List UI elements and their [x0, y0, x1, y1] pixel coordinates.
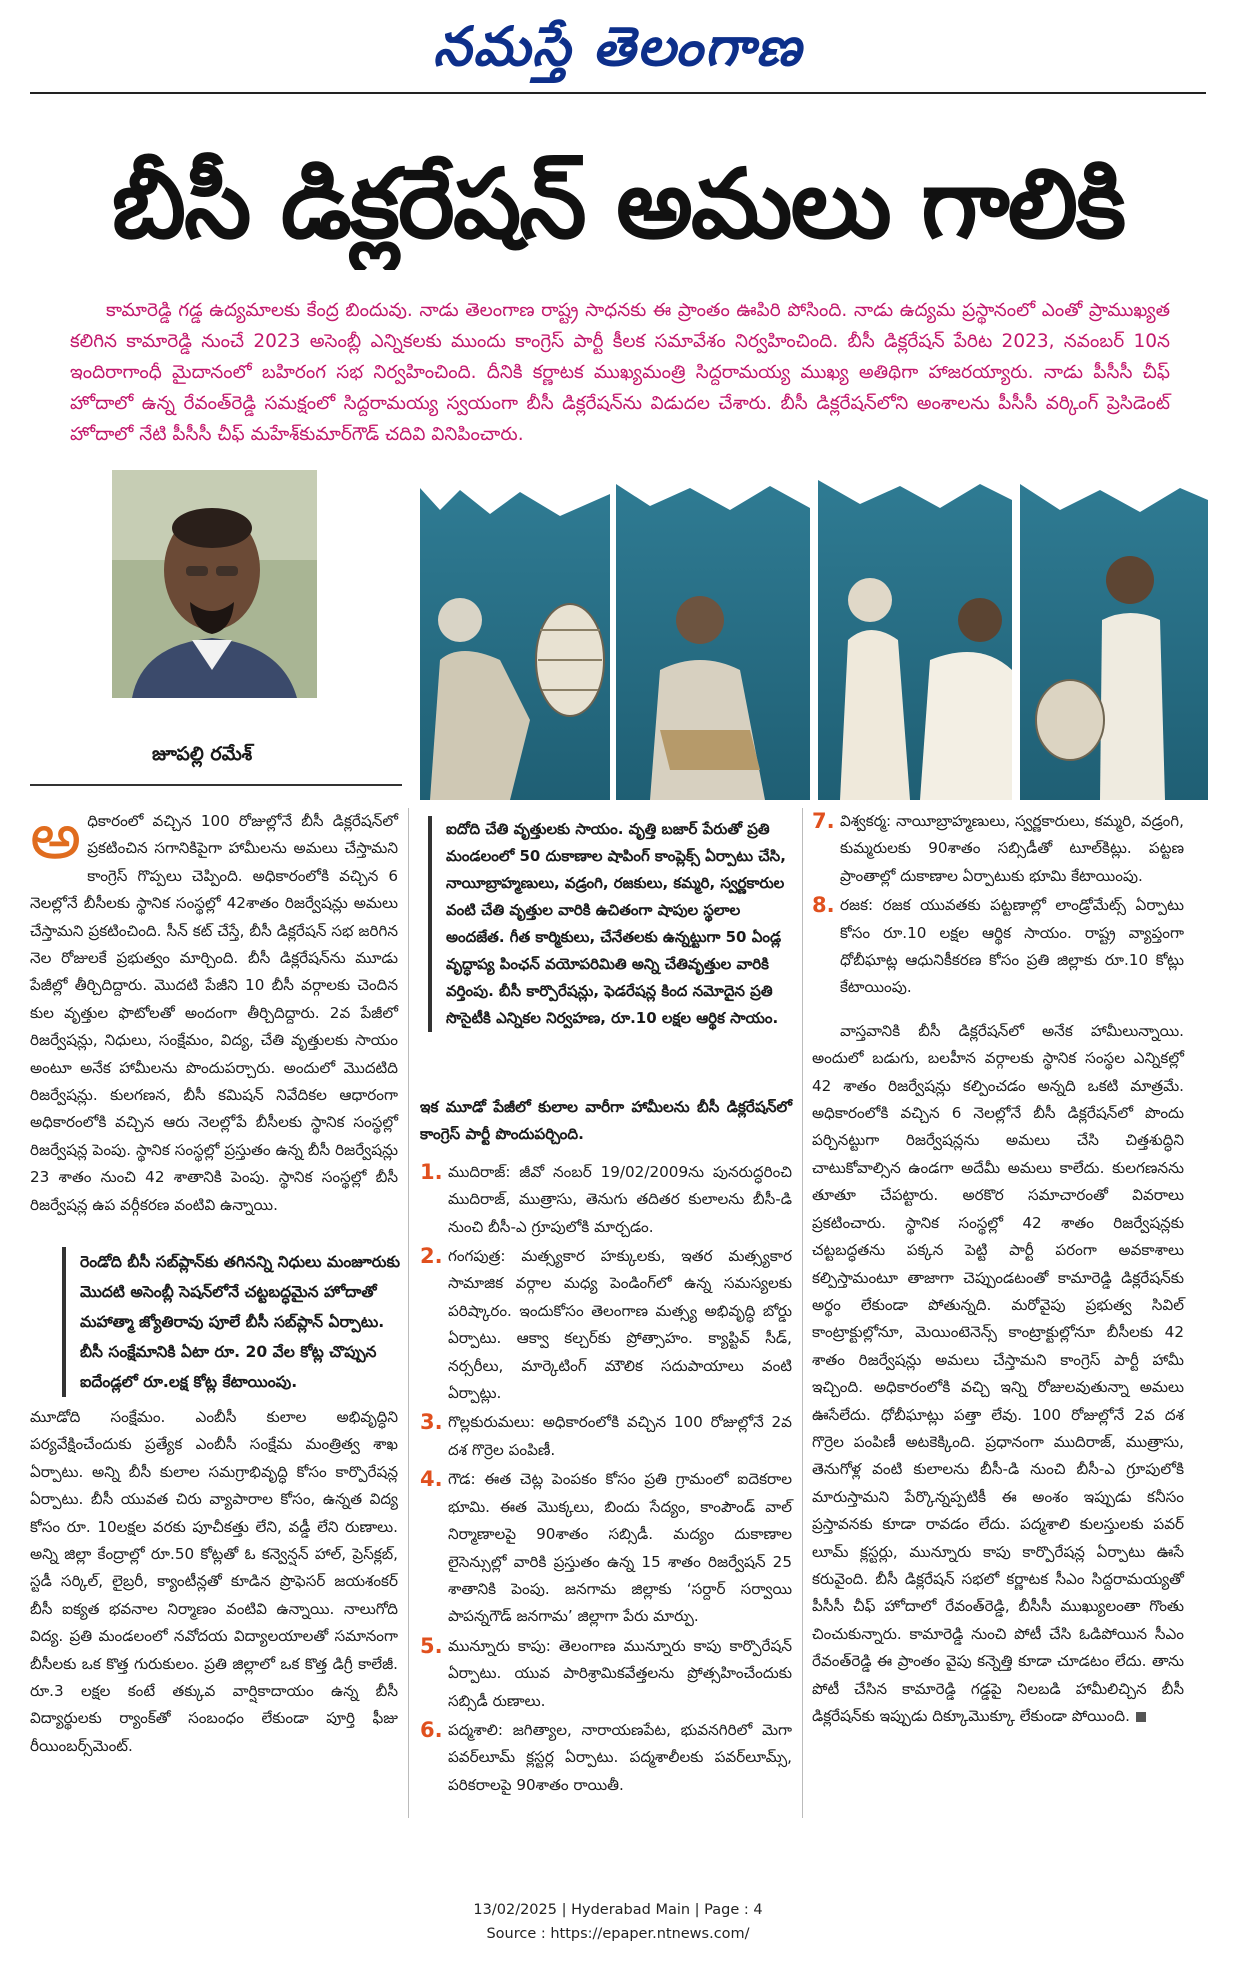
author-byline: జూపల్లి రమేశ్‌ — [152, 743, 253, 765]
list-item: 4. గౌడ: ఈత చెట్ల పెంపకం కోసం ప్రతి గ్రామంలో ఐదెకరాల భూమి. ఈత మొక్కలు, బిందు సేద్యం, కాంపౌండ్‌ వాల్‌ నిర్మాణాలపై 90శాతం సబ్సిడీ. మద్యం దుకాణాల లైసెన్సుల్లో వారికి ప్రస్తుతం ఉన్న 15 శాతం రిజర్వేషన్‌ 25 శాతానికి పెంపు. జనగామ జిల్లాకు ‘సర్దార్‌ సర్వాయి పాపన్నగౌడ్‌ జనగామ’ జిల్లాగా పేరు మార్పు. — [420, 1467, 792, 1626]
list-item: 5. మున్నూరు కాపు: తెలంగాణ మున్నూరు కాపు కార్పొరేషన్‌ ఏర్పాటు. యువ పారిశ్రామికవేత్తలను ప్రోత్సహించేందుకు సబ్సిడీ రుణాలు. — [420, 1633, 792, 1710]
column-3 — [812, 808, 1184, 1730]
headline: బీసీ డిక్లరేషన్‌ అమలు గాలికి — [111, 148, 1125, 260]
list-item: 7. విశ్వకర్మ: నాయీబ్రాహ్మణులు, స్వర్ణకారులు, కమ్మరి, వడ్రంగి, కుమ్మరులకు 90శాతం సబ్సిడీతో టూల్‌కిట్లు. పట్టణ ప్రాంతాల్లో దుకాణాల ఏర్పాటుకు భూమి కేటాయింపు. — [812, 809, 1184, 885]
occupations-illustration — [420, 470, 1208, 800]
list-item: 8. రజక: రజక యువతకు పట్టణాల్లో లాండ్రోమేట్స్‌ ఏర్పాటు కోసం రూ.10 లక్షల ఆర్థిక సాయం. రాష్ట్ర వ్యాప్తంగా ధోబీఘాట్ల ఆధునికీకరణ కోసం ప్రతి జిల్లాకు రూ.10 కోట్లు కేటాయింపు. — [812, 893, 1184, 997]
author-photo — [112, 470, 317, 698]
caste-promises-lead: ఇక మూడో పేజీలో కులాల వారీగా హామీలను బీసీ డిక్లరేషన్‌లో కాంగ్రెస్‌ పార్టీ పొందుపర్చింది. — [420, 1098, 792, 1144]
column-1-continued — [30, 1404, 398, 1760]
caste-promises-list — [420, 1159, 792, 1799]
dropcap: అ — [30, 800, 82, 874]
caste-promises-list-continued — [812, 808, 1184, 1002]
column-divider — [802, 808, 803, 1818]
handicrafts-box: ఐదోది చేతి వృత్తులకు సాయం. వృత్తి బజార్‌ పేరుతో ప్రతి మండలంలో 50 దుకాణాల షాపింగ్‌ కాంప్లెక్స్‌ ఏర్పాటు చేసి, నాయీబ్రాహ్మణులు, వడ్రంగి, రజకులు, కమ్మరి, స్వర్ణకారుల వంటి చేతి వృత్తుల వారికి ఉచితంగా షాపుల స్థలాల అందజేత. గీత కార్మికులు, చేనేతలకు ఉన్నట్టుగా 50 ఏండ్ల వృద్ధాప్య పింఛన్‌ వయోపరిమితి అన్ని చేతివృత్తుల వారికి వర్తింపు. బీసీ కార్పొరేషన్లు, ఫెడరేషన్ల కింద నమోదైన ప్రతి సొసైటీకి ఎన్నికల నిర్వహణ, రూ.10 లక్షల ఆర్థిక సాయం. — [428, 816, 804, 1032]
newspaper-logo: నమస్తే తెలంగాణ — [433, 14, 803, 78]
masthead — [0, 6, 1236, 86]
author-portrait-icon — [112, 470, 317, 698]
column-1 — [30, 800, 398, 1219]
list-item: 3. గొల్లకురుమలు: అధికారంలోకి వచ్చిన 100 రోజుల్లోనే 2వ దశ గొర్రెల పంపిణీ. — [420, 1410, 792, 1459]
masthead-rule — [30, 92, 1206, 94]
col1-paragraph-2: మూడోది సంక్షేమం. ఎంబీసీ కులాల అభివృద్ధిని పర్యవేక్షించేందుకు ప్రత్యేక ఎంబీసీ సంక్షేమ మంత్రిత్వ శాఖ ఏర్పాటు. అన్ని బీసీ కులాల సమగ్రాభివృద్ధి కోసం కార్పొరేషన్ల ఏర్పాటు. బీసీ యువత చిరు వ్యాపారాల కోసం, ఉన్నత విద్య కోసం రూ. 10లక్షల వరకు పూచీకత్తు లేని, వడ్డీ లేని రుణాలు. అన్ని జిల్లా కేంద్రాల్లో రూ.50 కోట్లతో ఓ కన్వెన్షన్‌ హాల్‌, ప్రెస్‌క్లబ్‌, స్టడీ సర్కిల్‌, లైబ్రరీ, క్యాంటీన్లతో కూడిన ప్రొఫెసర్‌ జయశంకర్‌ బీసీ ఐక్యత భవనాల నిర్మాణం వంటివి ఉన్నాయి. నాలుగోది విద్య. ప్రతి మండలంలో నవోదయ విద్యాలయాలతో సమానంగా బీసీలకు ఒక కొత్త గురుకులం. ప్రతి జిల్లాలో ఒక కొత్త డిగ్రీ కాలేజీ. రూ.3 లక్షల కంటే తక్కువ వార్షికాదాయం ఉన్న బీసీ విద్యార్థులకు ర్యాంక్‌తో సంబంధం లేకుండా పూర్తి ఫీజు రీయింబర్స్‌మెంట్‌. — [30, 1408, 398, 1755]
list-item: 6. పద్మశాలి: జగిత్యాల, నారాయణపేట, భువనగిరిలో మెగా పవర్‌లూమ్‌ క్లస్టర్ల ఏర్పాటు. పద్మశాలీలకు పవర్‌లూమ్స్‌, పరికరాలపై 90శాతం రాయితీ. — [420, 1717, 792, 1794]
list-item: 2. గంగపుత్ర: మత్స్యకార హక్కులకు, ఇతర మత్స్యకార సామాజిక వర్గాల మధ్య పెండింగ్‌లో ఉన్న సమస్యలకు పరిష్కారం. ఇందుకోసం తెలంగాణ మత్స్య అభివృద్ధి బోర్డు ఏర్పాటు. ఆక్వా కల్చర్‌కు ప్రోత్సాహం. క్యాప్టివ్‌ సీడ్‌, నర్సరీలు, మార్కెటింగ్‌ మౌలిక సదుపాయాలు వంటి ఏర్పాట్లు. — [420, 1244, 792, 1403]
col3-paragraph: వాస్తవానికి బీసీ డిక్లరేషన్‌లో అనేక హామీలున్నాయి. అందులో బడుగు, బలహీన వర్గాలకు స్థానిక సంస్థల ఎన్నికల్లో 42 శాతం రిజర్వేషన్లు కల్పించడం అన్నది ఒకటి మాత్రమే. అధికారంలోకి వచ్చిన 6 నెలల్లోనే బీసీ డిక్లరేషన్‌లో పొందు పర్చినట్టుగా రిజర్వేషన్లను అమలు చేసి చిత్తశుద్ధిని చాటుకోవాల్సిన ఉండగా అదేమీ అమలు కాలేదు. కులగణనను తూతూ చేపట్టారు. అరకొర సమాచారంతో వివరాలు ప్రకటించారు. స్థానిక సంస్థల్లో 42 శాతం రిజర్వేషన్లకు చట్టబద్ధతను పక్కన పెట్టి పార్టీ పరంగా అవకాశాలు కల్పిస్తామంటూ తాజాగా చెప్పుండటంతో కామారెడ్డి డిక్లరేషన్‌కు అర్థం లేకుండా పోతున్నది. మరోవైపు ప్రభుత్వ సివిల్‌ కాంట్రాక్టుల్లోనూ, మెయింటెనెన్స్‌ కాంట్రాక్టుల్లోనూ బీసీలకు 42 శాతం రిజర్వేషన్లు అమలు చేస్తామని కాంగ్రెస్‌ పార్టీ హామీ ఇచ్చింది. అధికారంలోకి వచ్చి ఇన్ని రోజులవుతున్నా అమలు ఊసేలేదు. ధోబీఘాట్లు పత్తా లేవు. 100 రోజుల్లోనే 2వ దశ గొర్రెల పంపిణీ అటకెక్కింది. ప్రధానంగా ముదిరాజ్‌, ముత్రాసు, తెనుగోళ్ల వంటి కులాలను బీసీ-డి నుంచి బీసీ-ఎ గ్రూపులోకి మారుస్తామని పేర్కొన్నప్పటికీ ఈ అంశం ఇప్పుడు కనీసం ప్రస్తావనకు కూడా రావడం లేదు. పద్మశాలి కులస్తులకు పవర్‌ లూమ్‌ క్లస్టర్లు, మున్నూరు కాపు కార్పొరేషన్ల ఏర్పాటు ఊసే కరువైంది. బీసీ డిక్లరేషన్‌ సభలో కర్ణాటక సీఎం సిద్దరామయ్యతో పీసీసీ చీఫ్‌ హోదాలో రేవంత్‌రెడ్డి, బీసీసీ ముఖ్యులంతా గొంతు చించుకున్నారు. కామారెడ్డి నుంచి పోటీ చేసి ఓడిపోయిన సీఎం రేవంత్‌రెడ్డి ఈ ప్రాంతం వైపు కన్నెత్తి కూడా చూడటం లేదు. తాను పోటీ చేసిన కామారెడ్డి గడ్డపై నిలబడి హామీలిచ్చిన బీసీ డిక్లరేషన్‌కు ఇప్పుడు దిక్కూమొక్కూ లేకుండా పోయింది. — [812, 1021, 1184, 1725]
artisan-illustration-icon — [420, 470, 1208, 800]
page-footer-source: Source : https://epaper.ntnews.com/ — [486, 1926, 750, 1942]
byline-rule — [30, 784, 402, 786]
intro-paragraph: కామారెడ్డి గడ్డ ఉద్యమాలకు కేంద్ర బిందువు. నాడు తెలంగాణ రాష్ట్ర సాధనకు ఈ ప్రాంతం ఊపిరి పోసింది. నాడు ఉద్యమ ప్రస్థానంలో ఎంతో ప్రాముఖ్యత కలిగిన కామారెడ్డి నుంచే 2023 అసెంబ్లీ ఎన్నికలకు ముందు కాంగ్రెస్‌ పార్టీ కీలక సమావేశం నిర్వహించింది. బీసీ డిక్లరేషన్‌ పేరిట 2023, నవంబర్‌ 10న ఇందిరాగాంధీ మైదానంలో బహిరంగ సభ నిర్వహించింది. దీనికి కర్ణాటక ముఖ్యమంత్రి సిద్దరామయ్య ముఖ్య అతిథిగా హాజరయ్యారు. నాడు పీసీసీ చీఫ్‌ హోదాలో ఉన్న రేవంత్‌రెడ్డి సమక్షంలో సిద్దరామయ్య స్వయంగా బీసీ డిక్లరేషన్‌ను విడుదల చేశారు. బీసీ డిక్లరేషన్‌లోని అంశాలను పీసీసీ వర్కింగ్‌ ప్రెసిడెంట్‌ హోదాలో నేటి పీసీసీ చీఫ్‌ మహేశ్‌కుమార్‌గౌడ్‌ చదివి వినిపించారు. — [70, 300, 1170, 445]
page-footer-date: 13/02/2025 | Hyderabad Main | Page : 4 — [473, 1902, 763, 1918]
end-mark-icon — [1136, 1712, 1146, 1722]
column-divider — [408, 808, 409, 1818]
list-item: 1. ముదిరాజ్‌: జీవో నంబర్‌ 19/02/2009ను పునరుద్ధరించి ముదిరాజ్‌, ముత్రాసు, తెనుగు తదితర కులాలను బీసీ-డి నుంచి బీసీ-ఎ గ్రూపులోకి మార్చడం. — [420, 1159, 792, 1236]
col1-paragraph-1: ధికారంలో వచ్చిన 100 రోజుల్లోనే బీసీ డిక్లరేషన్‌లో ప్రకటించిన సగానికిపైగా హామీలను అమలు చేస్తామని కాంగ్రెస్‌ గొప్పలు చెప్పింది. అధికారంలోకి వచ్చిన 6 నెలల్లోనే బీసీలకు స్థానిక సంస్థల్లో 42శాతం రిజర్వేషన్లు అమలు చేస్తామని ప్రకటించింది. సీన్‌ కట్‌ చేస్తే, బీసీ డిక్లరేషన్‌ సభ జరిగిన నెల రోజులకే ప్రభుత్వం మార్చింది. బీసీ డిక్లరేషన్‌ను మూడు పేజీల్లో తీర్చిదిద్దారు. మొదటి పేజీని 10 బీసీ వర్గాలకు చెందిన కుల వృత్తుల ఫొటోలతో అందంగా తీర్చిదిద్దారు. 2వ పేజీలో రిజర్వేషన్లు, నిధులు, సంక్షేమం, విద్య, చేతి వృత్తులకు సాయం అంటూ అనేక హామీలను పొందుపర్చారు. అందులో మొదటిది రిజర్వేషన్లు. కులగణన, బీసీ కమిషన్‌ నివేదికల ఆధారంగా అధికారంలోకి వచ్చిన ఆరు నెలల్లోపే బీసీలకు స్థానిక సంస్థల్లో రిజర్వేషన్ల పెంపు. స్థానిక సంస్థల్లో ప్రస్తుతం ఉన్న బీసీ రిజర్వేషన్లు 23 శాతం నుంచి 42 శాతానికి పెంపు. స్థానిక సంస్థల్లో బీసీ రిజర్వేషన్ల ఉప వర్గీకరణ వంటివి ఉన్నాయి. — [30, 812, 398, 1214]
column-2 — [420, 1094, 792, 1801]
highlight-quote: రెండోది బీసీ సబ్‌ప్లాన్‌కు తగినన్ని నిధులు మంజూరుకు మొదటి అసెంబ్లీ సెషన్‌లోనే చట్టబద్ధమైన హోదాతో మహాత్మా జ్యోతిరావు పూలే బీసీ సబ్‌ప్లాన్‌ ఏర్పాటు. బీసీ సంక్షేమానికి ఏటా రూ. 20 వేల కోట్ల చొప్పున ఐదేండ్లలో రూ.లక్ష కోట్ల కేటాయింపు. — [62, 1247, 402, 1397]
